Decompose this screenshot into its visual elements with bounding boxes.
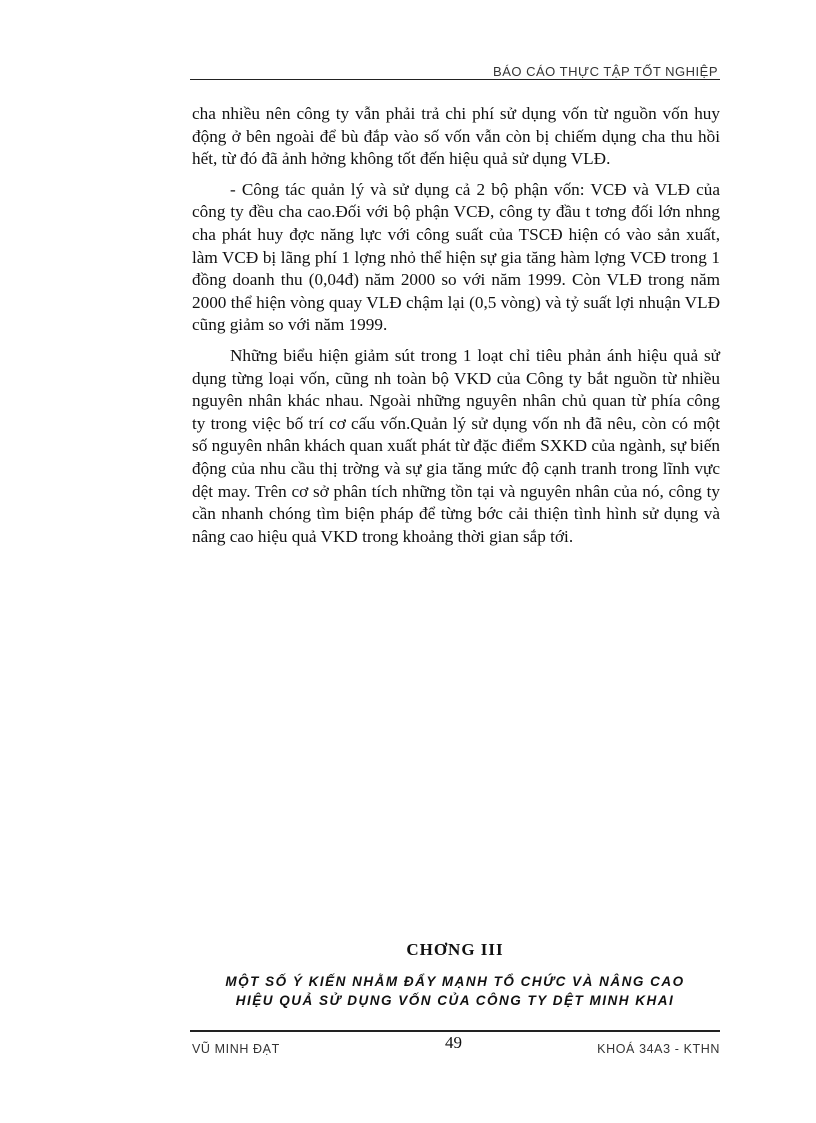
chapter-subtitle-line-1: MỘT SỐ Ý KIẾN NHẰM ĐẨY MẠNH TỔ CHỨC VÀ NÂNG CAO (225, 974, 685, 989)
chapter-subtitle-line-2: HIỆU QUẢ SỬ DỤNG VỐN CỦA CÔNG TY DỆT MINH KHAI (235, 993, 675, 1008)
body-text (192, 103, 720, 556)
page-number: 49 (445, 1033, 462, 1052)
chapter-title: CHƠNG III (406, 940, 504, 959)
paragraph-3: Những biểu hiện giảm sút trong 1 loạt chỉ tiêu phản ánh hiệu quả sử dụng từng loại vốn, cũng nh toàn bộ VKD của Công ty bắt nguồn từ nhiều nguyên nhân khác nhau. Ngoài những nguyên nhân chủ quan từ phía công ty trong việc bố trí cơ cấu vốn.Quản lý sử dụng vốn nh đã nêu, còn có một số nguyên nhân khách quan xuất phát từ đặc điểm SXKD của ngành, sự biến động của nhu cầu thị trờng và sự gia tăng mức độ cạnh tranh trong lĩnh vực dệt may. Trên cơ sở phân tích những tồn tại và nguyên nhân của nó, công ty cần nhanh chóng tìm biện pháp để từng bớc cải thiện tình hình sử dụng và nâng cao hiệu quả VKD trong khoảng thời gian sắp tới. (192, 345, 720, 546)
paragraph-1: cha nhiều nên công ty vẫn phải trả chi phí sử dụng vốn từ nguồn vốn huy động ở bên ngoài để bù đắp vào số vốn vẫn còn bị chiếm dụng cha thu hồi hết, từ đó đã ảnh hởng không tốt đến hiệu quả sử dụng VLĐ. (192, 104, 720, 169)
paragraph-2: - Công tác quản lý và sử dụng cả 2 bộ phận vốn: VCĐ và VLĐ của công ty đều cha cao.Đối với bộ phận VCĐ, công ty đầu t tơng đối lớn nhng cha phát huy đợc năng lực với công suất của TSCĐ hiện có vào sản xuất, làm VCĐ bị lãng phí 1 lợng nhỏ thể hiện sự gia tăng hàm lợng VCĐ trong 1 đồng doanh thu (0,04đ) năm 2000 so với năm 1999. Còn VLĐ trong năm 2000 thể hiện vòng quay VLĐ chậm lại (0,5 vòng) và tỷ suất lợi nhuận VLĐ cũng giảm so với năm 1999. (192, 179, 720, 335)
chapter-subtitle (190, 972, 720, 1010)
page-header: BÁO CÁO THỰC TẬP TỐT NGHIỆP (493, 64, 718, 79)
footer-class: KHOÁ 34A3 - KTHN (597, 1042, 720, 1056)
footer-author: VŨ MINH ĐẠT (192, 1042, 280, 1056)
footer-divider (190, 1030, 720, 1032)
header-divider (190, 79, 720, 80)
